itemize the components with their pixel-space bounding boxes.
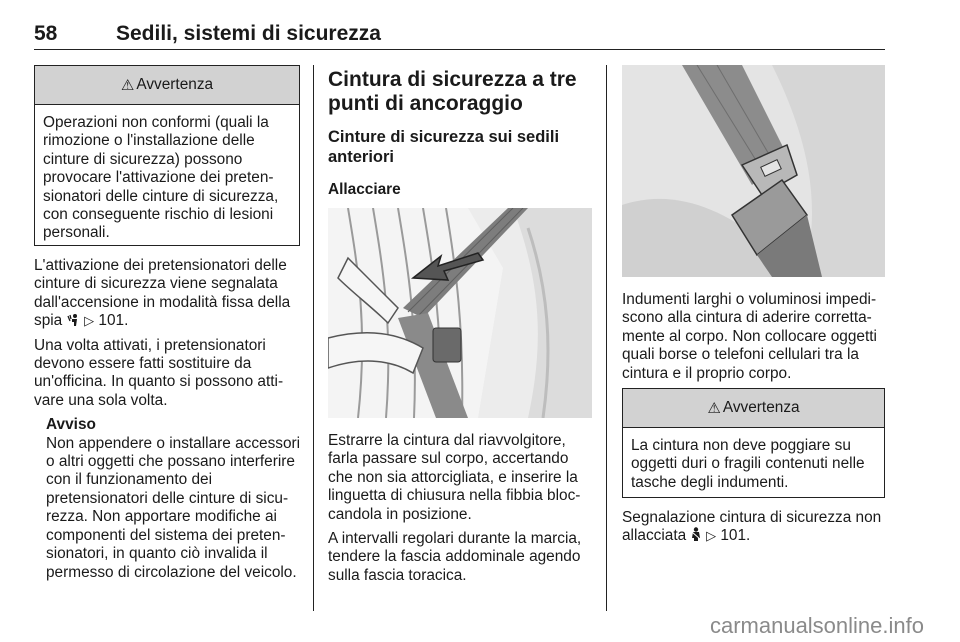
section-heading: Cintura di sicurezza a tre punti di ancoraggio [328, 68, 577, 115]
notice-block [46, 416, 302, 582]
warning-title-1: Avvertenza [136, 76, 214, 93]
fasten-heading: Allacciare [328, 181, 401, 198]
warning-triangle-icon: ⚠ [707, 400, 721, 417]
cross-reference-icon: ▷ [84, 313, 95, 329]
cross-reference-icon: ▷ [706, 528, 717, 544]
page-reference-1[interactable]: 101. [98, 312, 129, 330]
column-1-text [34, 257, 302, 582]
column-divider-1 [313, 65, 314, 611]
fastening-illustration [328, 208, 592, 418]
warning-header-2 [623, 389, 884, 428]
column-divider-2 [606, 65, 607, 611]
airbag-warning-icon [67, 313, 85, 328]
notice-text: Non appendere o installare accessori o altri oggetti che possano interferire con il funzionamento dei pretensionatori delle cinture di sicurezza. Non apportare modifiche ai componenti del sistema dei pretensionatori, in quanto ciò invalida il permesso di circolazione del veicolo. [46, 434, 301, 581]
watermark: carmanualsonline.info [709, 613, 924, 638]
warning-text-1: Operazioni non conformi (quali la rimozione o l'installazione delle cinture di sicurezza) possono provocare l'attivazione dei pretensionatori delle cinture di sicurezza, con conseguente rischio di lesioni personali. [43, 114, 279, 242]
seatbelt-warning-icon [690, 528, 706, 543]
seatbelt-reminder-text: Segnalazione cintura di sicurezza non allacciata [622, 509, 882, 545]
warning-triangle-icon: ⚠ [120, 77, 135, 94]
buckle-illustration [622, 65, 885, 277]
seatbelt-reminder-paragraph [622, 509, 888, 546]
page-title: Sedili, sistemi di sicurezza [116, 22, 381, 45]
warning-box-2 [622, 388, 885, 498]
pretensioner-paragraph-text: L'attivazione dei pretensionatori delle cinture di sicurezza viene segnalata dall'accensione in modalità fissa della spia [34, 257, 291, 330]
notice-title: Avviso [46, 416, 96, 434]
warning-box-1 [34, 65, 300, 246]
replacement-paragraph: Una volta attivati, i pretensionatori devono essere fatti sostituire da un'officina. In quanto si possono attivare una sola volta. [34, 336, 284, 409]
tighten-belt-paragraph: A intervalli regolari durante la marcia, tendere la fascia addominale agendo sulla fascia toracica. [328, 530, 582, 584]
page-number: 58 [34, 22, 58, 45]
header-divider [34, 49, 885, 50]
warning-text-2: La cintura non deve poggiare su oggetti duri o fragili contenuti nelle tasche degli indumenti. [631, 437, 865, 491]
page-reference-2[interactable]: 101. [720, 527, 751, 545]
fasten-instructions-paragraph: Estrarre la cintura dal riavvolgitore, farla passare sul corpo, accertando che non sia attorcigliata, e inserire la linguetta di chiusura nella fibbia bloccandola in posizione. [328, 432, 581, 523]
warning-title-2: Avvertenza [722, 399, 800, 416]
section-subheading: Cinture di sicurezza sui sedili anteriori [328, 128, 560, 166]
clothing-paragraph: Indumenti larghi o voluminosi impediscono alla cintura di aderire correttamente al corpo. Non collocare oggetti quali borse o telefoni cellulari tra la cintura e il proprio corpo. [622, 291, 877, 382]
column-2-text [328, 432, 594, 591]
pretensioner-activation-paragraph [34, 257, 302, 331]
warning-header-1 [35, 66, 299, 105]
